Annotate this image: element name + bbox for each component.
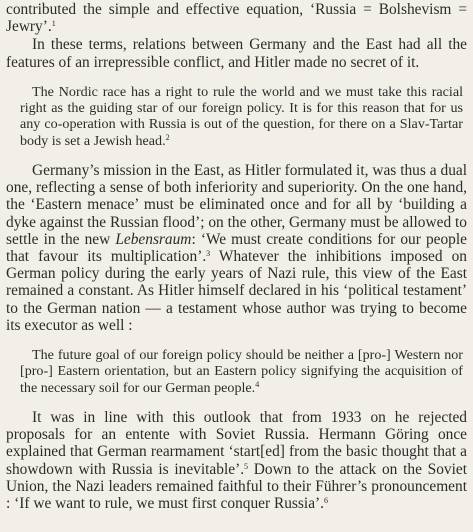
- block-quote-nordic-race: [20, 84, 463, 149]
- footnote-ref: 3: [206, 249, 211, 259]
- paragraph-mission-east: [6, 162, 467, 334]
- footnote-ref: 4: [255, 379, 260, 389]
- paragraph-text: contributed the simple and effective equation, ‘Russia = Bolshevism = Jewry’.: [6, 1, 467, 36]
- paragraph-text: Germany’s mission in the East, as Hitler formulated it, was thus a dual one, reflecting a sense of both inferiority and superiority. On the one hand, the ‘Eastern menace’ must be eliminated once and for all by ‘building a dyke against the Russian flood’; on the other, Germany must be allowed to settle in the new: [6, 162, 467, 248]
- paragraph-entente-rejected: [6, 409, 467, 512]
- paragraph-irrepressible-conflict: [6, 36, 467, 70]
- italic-term: Lebensraum: [115, 230, 192, 248]
- quote-text: The future goal of our foreign policy should be neither a [pro-] Western nor [pro-] Eastern orientation, but an Eastern policy signifying the acquisition of the necessary soil for our German people.: [20, 347, 463, 396]
- paragraph-text: Down to the attack on the Soviet Union, the Nazi leaders remained faithful to their Führer’s pronouncement : ‘If we want to rule, we must first conquer Russia’.: [6, 460, 467, 512]
- paragraph-text: In these terms, relations between Germany and the East had all the features of an irrepressible conflict, and Hitler made no secret of it.: [6, 36, 467, 71]
- footnote-ref: 5: [244, 461, 249, 471]
- paragraph-continued: [6, 1, 467, 35]
- paragraph-text: : ‘We must create conditions for our people that favour its multiplication’.: [6, 230, 467, 266]
- footnote-ref: 2: [165, 132, 170, 142]
- paragraph-text: Whatever the inhibitions imposed on German policy during the early years of Nazi rule, this view of the East remained a constant. As Hitler himself declared in his ‘political testament’ to the German nation — a testament whose author was trying to become its executor as well :: [6, 248, 467, 334]
- footnote-ref: 6: [324, 495, 328, 505]
- footnote-ref: 1: [51, 19, 56, 29]
- paragraph-text: It was in line with this outlook that from 1933 on he rejected proposals for an entente with Soviet Russia. Hermann Göring once explained that German rearmament ‘start[ed] from the basic thought that a showdown with Russia is inevitable’.: [6, 408, 467, 478]
- quote-text: The Nordic race has a right to rule the world and we must take this racial right as the guiding star of our foreign policy. It is for this reason that for us any co-operation with Russia is out of the question, for there on a Slav-Tartar body is set a Jewish head.: [20, 83, 463, 149]
- block-quote-future-goal: [20, 347, 463, 396]
